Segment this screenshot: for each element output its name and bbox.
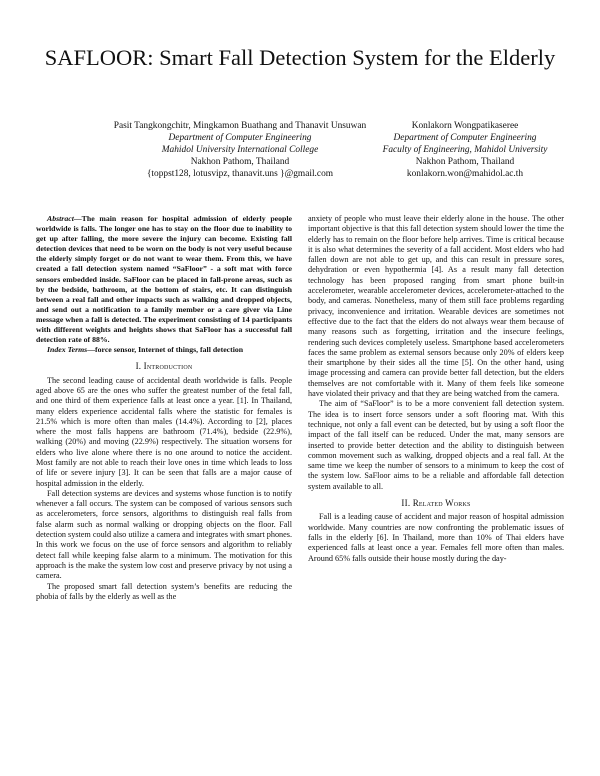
author-location: Nakhon Pathom, Thailand bbox=[415, 157, 515, 167]
body-paragraph: Fall is a leading cause of accident and major reason of hospital admission worldwide. Many countries are now confronting the problematic issues of falls in the elderly [6]. In Thailand, more than 10% of Thai elders have experienced falls at least once a year. Females fell more often than males. Around 65% falls outside their house mostly during the day- bbox=[308, 512, 564, 563]
author-department: Department of Computer Engineering bbox=[168, 133, 312, 143]
author-names: Konlakorn Wongpatikaseree bbox=[411, 121, 519, 131]
body-paragraph: The proposed smart fall detection system’s benefits are reducing the phobia of falls by the elderly as well as the bbox=[36, 581, 292, 601]
author-institution: Mahidol University International College bbox=[161, 145, 319, 155]
right-column bbox=[308, 214, 564, 564]
abstract bbox=[36, 214, 292, 345]
author-email: {toppst128, lotusvipz, thanavit.uns }@gmail.com bbox=[146, 169, 334, 179]
author-group-2 bbox=[380, 120, 550, 180]
body-paragraph: The aim of “SaFloor” is to be a more convenient fall detection system. The idea is to insert force sensors under a soft flooring mat. With this technique, not only a fall event can be detected, but by using a soft floor the impact of the fall itself can be reduced. Under the mat, many sensors are inserted to provide better detection and the ability to distinguish between common movement such as walking, dropped objects and a real fall. At the same time we keep the number of sensors to a minimum to keep the cost of the system low. SaFloor aims to be a reliable and affordable fall detection system available to all. bbox=[308, 399, 564, 491]
index-terms-text: —force sensor, Internet of things, fall detection bbox=[87, 345, 244, 355]
index-terms bbox=[36, 345, 292, 355]
left-column bbox=[36, 214, 292, 602]
section-heading-related-works: II. Related Works bbox=[401, 498, 471, 509]
author-department: Department of Computer Engineering bbox=[393, 133, 537, 143]
body-paragraph: Fall detection systems are devices and systems whose function is to notify whenever a fall occurs. The system can be composed of various sensors such as accelerometers, force sensors, algorithms to distinguish real falls from false alarm such as normal walking or dropping objects on the floor. Fall detection system could also utilize a camera and integrates with smart phones. In this work we focus on the use of force sensors and algorithm to reliably detect fall while keeping false alarm to a minimum. The motivation for this approach is the make the system low cost and preserve privacy by not using a camera. bbox=[36, 488, 293, 581]
author-group-1 bbox=[100, 120, 380, 180]
index-terms-label: Index Terms bbox=[47, 345, 88, 355]
body-paragraph: anxiety of people who must leave their elderly alone in the house. The other important objective is that this fall detection system should lower the time the elderly has to remain on the floor before help arrives. Time is critical because it is also what determines the severity of a fall accident. Most elders who had fallen down are not able to get up, and this can result in pressure sores, dehydration or even hypothermia [4]. As a result many fall detection technology has been proposed ranging from smart phone built-in accelerometer, wearable accelerometer devices, accelerometer-attached to the body, and cameras. Nonetheless, many of them still face problems regarding privacy, inconvenience and irritation. Wearable devices are sometimes not effective due to the fact that the elders do not always wear them because of many reasons such as forgetting, irritation and the insecure feelings, rendering such devices completely useless. Smartphone based accelerometers faces the same problem as external sensors because only 20% of elders keep their smartphone by their sides all the time [5]. On the other hand, using image processing and camera can provide better fall detection, but the elders themselves are not comfortable with it. Many of them feels like someone have violated their privacy and that they are being watched from the camera. bbox=[308, 214, 564, 399]
author-location: Nakhon Pathom, Thailand bbox=[190, 157, 290, 167]
abstract-label: Abstract bbox=[47, 214, 74, 223]
paper-title: SAFLOOR: Smart Fall Detection System for the Elderly bbox=[44, 45, 556, 70]
author-email: konlakorn.won@mahidol.ac.th bbox=[406, 169, 524, 179]
author-names: Pasit Tangkongchitr, Mingkamon Buathang and Thanavit Unsuwan bbox=[113, 121, 367, 131]
body-paragraph: The second leading cause of accidental death worldwide is falls. People aged above 65 are the ones who suffer the greatest number of the fetal fall, and one third of them experience falls at least once a year. [1]. In Thailand, many elders experience accidental falls where the statistic for females is 21.5% which is more often than males (14.4%). According to [2], places where the most falls happens are bathroom (71.4%), bedside (22.9%), walking (20%) and moving (22.9%) respectively. The situation worsens for elders who live alone where there is no one around to notice the accident. Most family are not able to reach their love ones in time which leads to loss of life or severe injury [3]. It can be seen that falls are a major cause of hospital admission in the elderly. bbox=[36, 375, 292, 488]
author-block bbox=[0, 120, 600, 180]
abstract-text: —The main reason for hospital admission of elderly people worldwide is falls. The longer one has to stay on the floor due to inability to get up after falling, the more severe the injury can become. Existing fall detection devices that need to be worn on the body is not very useful because the elderly simply forget or do not want to wear them. From this, we have created a fall detection system named “SaFloor” - a soft mat with force sensors embedded inside. SaFloor can be placed in fall-prone areas, such as by the bedside, bathroom, at the bottom of stairs, etc. It can distinguish between a real fall and other impacts such as walking and dropped objects, and send out a notification to a family member or a care giver via Line message when a fall is detected. The experiment consisting of 14 participants with different weights and heights shows that SaFloor has a successful fall detection rate of 88%. bbox=[36, 214, 292, 345]
author-institution: Faculty of Engineering, Mahidol University bbox=[382, 145, 548, 155]
section-heading-introduction: I. Introduction bbox=[135, 361, 193, 372]
